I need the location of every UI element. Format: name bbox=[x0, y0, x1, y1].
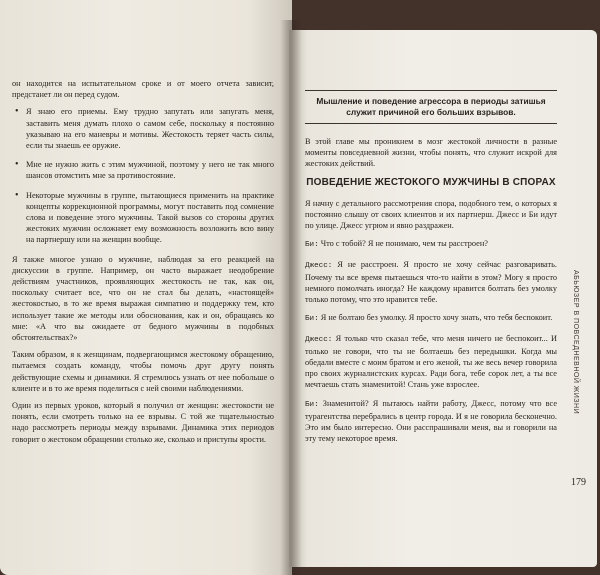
bullet-item: • Я знаю его приемы. Ему трудно запутать или запугать меня, заставить меня думать плохо о самом себе, поскольку я постоянно указываю на его маневры и мотивы. Жестокость теряет часть силы, если ты знаешь ее оружие. bbox=[26, 106, 274, 151]
dialogue-line bbox=[305, 333, 557, 391]
bullet-list bbox=[12, 106, 274, 245]
speaker-label: Джесс: bbox=[305, 335, 333, 344]
speaker-label: Би: bbox=[305, 241, 319, 250]
dialogue-line bbox=[305, 238, 557, 251]
dialogue-text: Знаменитой? Я пытаюсь найти работу, Джесс, потому что все турагентства перебрались в центр города. И я не говорила бесконечно. Это им было интересно. Они расспрашивали меня, вы и говорили на эту тему некоторое время. bbox=[305, 398, 557, 444]
left-paragraph: Я также многое узнаю о мужчине, наблюдая за его реакцией на дискуссии в группе. Например, он часто выражает неодобрение действиям участников, проявляющих жестокость не так, как он, поскольку считает все, что он не стал бы делать, «настоящей» жестокостью, в то же время выражая симпатию и поддержку тем, кто использует такие же методы или обоснования, как и он, обращаясь ко мне: «А что вы ожидаете от бедного мужчины в подобных обстоятельствах?» bbox=[12, 254, 274, 343]
dialogue-text: Я только что сказал тебе, что меня ничего не беспокоит... И только не говори, что ты не болтаешь без передышки. Когда мы обедали вместе с моим братом и его женой, ты же весь вечер говорила про своих журналистских курсах. Ради бога, тебе сорок лет, а ты все мечтаешь стать знаменитой! Стань уже взрослее. bbox=[305, 333, 558, 390]
bullet-item: • Мне не нужно жить с этим мужчиной, поэтому у него не так много шансов отомстить мне за противостояние. bbox=[26, 159, 274, 181]
page-number: 179 bbox=[571, 477, 586, 488]
dialogue-text: Я не расстроен. Я просто не хочу сейчас разговаривать. Почему ты все время пытаешься что-то найти в этом? Могу я просто немного помолчать иногда? Не каждому нравится болтать без умолку только потому, что это нравится тебе. bbox=[305, 259, 557, 305]
chapter-intro: В этой главе мы проникнем в мозг жестокой личности в разные моменты повседневной жизни, чтобы понять, что служит искрой для жестоких действий. bbox=[305, 137, 557, 169]
section-intro: Я начну с детального рассмотрения спора, подобного тем, о которых я постоянно слышу от своих клиентов и их партнерш. Джесс и Би идут по улице. Джесс угрюм и явно раздражен. bbox=[305, 198, 557, 231]
dialogue-line bbox=[305, 398, 557, 445]
dialogue-text: Что с тобой? Я не понимаю, чем ты расстроен? bbox=[320, 239, 488, 249]
dialogue-line bbox=[305, 312, 557, 325]
left-top-fragment: он находится на испытательном сроке и от моего отчета зависит, предстанет ли он перед судом. bbox=[12, 79, 274, 100]
dialogue-text: Я не болтаю без умолку. Я просто хочу знать, что тебя беспокоит. bbox=[320, 313, 553, 323]
left-paragraph: Таким образом, я к женщинам, подвергающимся жестокому обращению, пытаемся создать команду, чтобы помочь друг другу понять действующие схемы и динамики. Я стремлюсь узнать от нее побольше о клиенте и в то же время поделиться с ней своими наблюдениями. bbox=[12, 350, 274, 393]
running-title: АБЬЮЗЕР В ПОВСЕДНЕВНОЙ ЖИЗНИ bbox=[572, 270, 579, 415]
speaker-label: Джесс: bbox=[305, 261, 333, 270]
bullet-item: • Некоторые мужчины в группе, пытающиеся применить на практике концепты коррекционной программы, могут поставить под сомнение слова и поведение этого мужчины. Такой вызов со стороны других жестоких мужчин осложняет ему возможность возложить всю вину на партнершу или на женщин вообще. bbox=[26, 190, 274, 246]
right-page bbox=[289, 30, 597, 567]
speaker-label: Би: bbox=[305, 400, 319, 409]
speaker-label: Би: bbox=[305, 315, 319, 324]
left-page-text bbox=[12, 78, 274, 451]
left-paragraph: Один из первых уроков, который я получил от женщин: жестокости не понять, если смотреть только на ее взрывы. С той же тщательностью надо рассмотреть периоды между взрывами. Динамика этих периодов говорит о жестоком обращении столько же, сколько и приступы ярости. bbox=[12, 401, 274, 444]
left-page bbox=[0, 0, 292, 575]
callout-quote: Мышление и поведение агрессора в периоды затишья служит причиной его больших взрывов. bbox=[305, 90, 557, 124]
section-heading: ПОВЕДЕНИЕ ЖЕСТОКОГО МУЖЧИНЫ В СПОРАХ bbox=[306, 176, 556, 188]
dialogue-line bbox=[305, 259, 557, 306]
right-page-text bbox=[305, 90, 557, 451]
